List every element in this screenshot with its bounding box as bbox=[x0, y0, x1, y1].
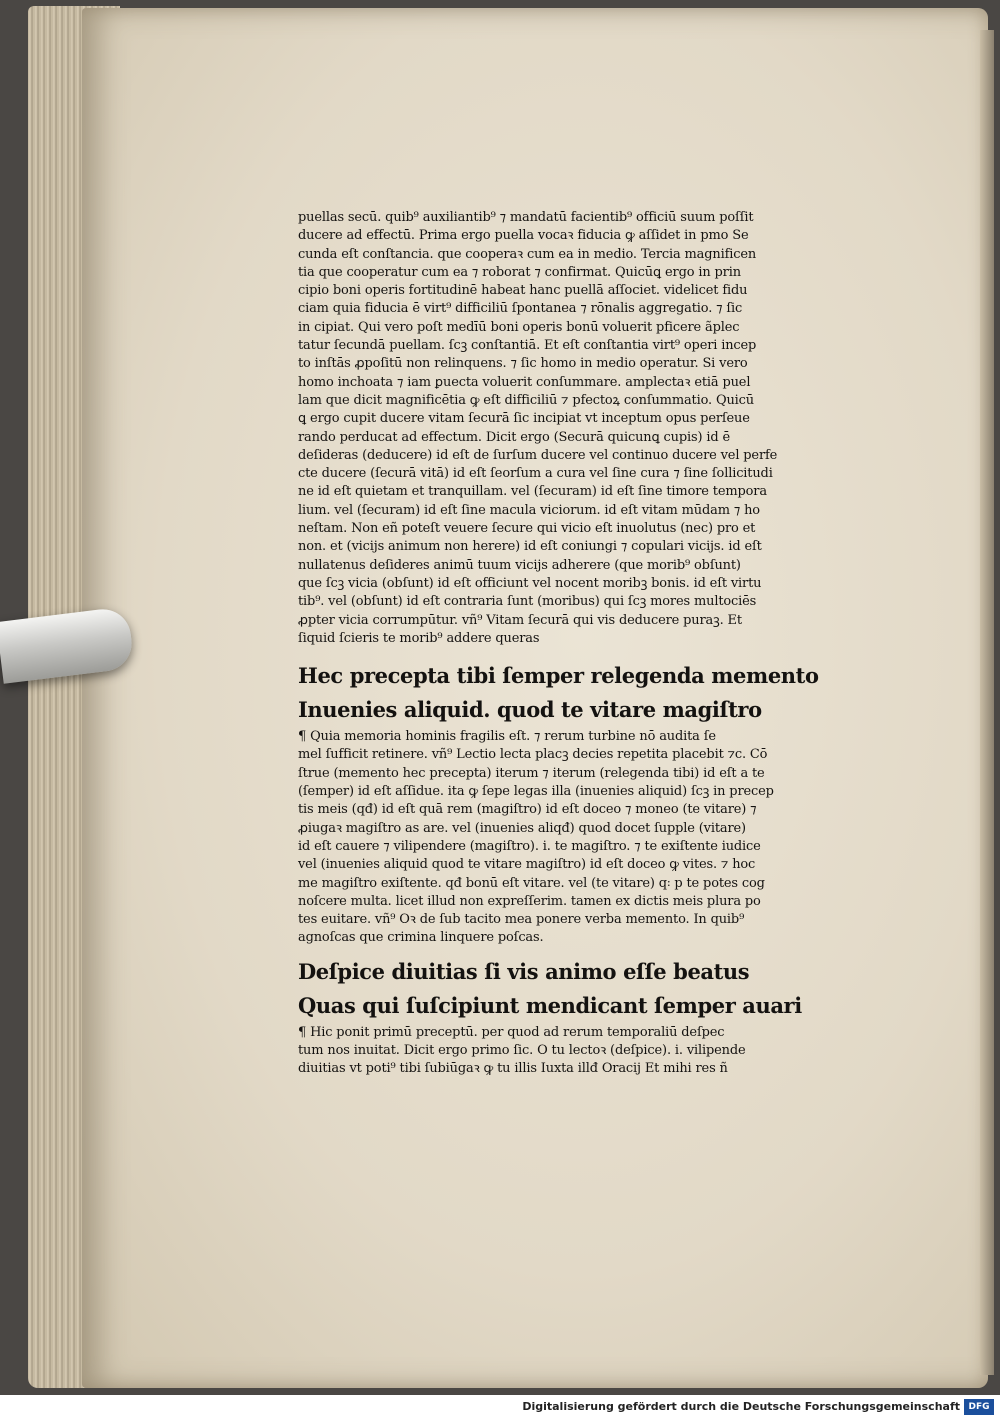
text-line: ¶ Quia memoria hominis fragilis eſt. ⁊ rerum turbine nō audita ſe bbox=[298, 728, 716, 744]
commentary-block-3 bbox=[298, 1023, 858, 1078]
commentary-block-2 bbox=[298, 727, 858, 947]
text-line: tatur ſecundā puellam. ſcꝫ conſtantiā. Et eſt conſtantia virt⁹ operi incep bbox=[298, 337, 757, 353]
commentary-block-1 bbox=[298, 208, 858, 647]
text-line: me magiſtro exiſtente. qđ bonū eſt vitare. vel (te vitare) q꞉ p te potes cog bbox=[298, 874, 765, 890]
text-line: noſcere multa. licet illud non expreſſerim. tamen ex dictis meis plura po bbox=[298, 892, 761, 908]
text-line: tum nos inuitat. Dicit ergo primo ſic. O tu lectoꝛ (deſpice). i. vilipende bbox=[298, 1041, 746, 1057]
text-line: ꝓiugaꝛ magiſtro as are. vel (inuenies aliqđ) quod docet ſupple (vitare) bbox=[298, 819, 746, 835]
text-line: ne id eſt quietam et tranquillam. vel (ſecuram) id eſt ſine timore tempora bbox=[298, 483, 767, 499]
text-line: nullatenus deſideres animū tuum vicijs adherere (que morib⁹ obſunt) bbox=[298, 556, 741, 572]
text-line: ducere ad effectū. Prima ergo puella vocaꝛ fiducia ꝙ aſſidet in pmo Se bbox=[298, 227, 749, 243]
text-line: ꝓpter vicia corrumpūtur. vñ⁹ Vitam ſecurā qui vis deducere puraꝫ. Et bbox=[298, 611, 742, 627]
text-line: ꝗ ergo cupit ducere vitam ſecurā ſic incipiat vt inceptum opus perſeue bbox=[298, 410, 750, 426]
text-line: id eſt cauere ⁊ vilipendere (magiſtro). i. te magiſtro. ⁊ te exiſtente iudice bbox=[298, 837, 761, 853]
text-line: mel ſufficit retinere. vñ⁹ Lectio lecta placꝫ decies repetita placebit ⁊c. Cō bbox=[298, 746, 768, 762]
page-text-block bbox=[298, 208, 858, 1078]
text-line: (ſemper) id eſt aſſidue. ita ꝙ ſepe legas illa (inuenies aliquid) ſcꝫ in precep bbox=[298, 783, 774, 799]
text-line: tes euitare. vñ⁹ Oꝛ de ſub tacito mea ponere verba memento. In quib⁹ bbox=[298, 911, 745, 927]
text-line: tis meis (qđ) id eſt quā rem (magiſtro) id eſt doceo ⁊ moneo (te vitare) ⁊ bbox=[298, 801, 757, 817]
text-line: ¶ Hic ponit primū preceptū. per quod ad rerum temporaliū deſpec bbox=[298, 1023, 725, 1039]
text-line: non. et (vicijs animum non herere) id eſt coniungi ⁊ copulari vicijs. id eſt bbox=[298, 538, 762, 554]
verse-heading-3: Deſpice diuitias ſi vis animo eſſe beatus bbox=[298, 958, 750, 984]
verse-heading-1: Hec precepta tibi ſemper relegenda memento bbox=[298, 663, 819, 689]
verse-heading-4: Quas qui ſuſcipiunt mendicant ſemper auari bbox=[298, 992, 802, 1018]
text-line: tia que cooperatur cum ea ⁊ roborat ⁊ confirmat. Quicūꝗ ergo in prin bbox=[298, 263, 741, 279]
text-line: ciam quia fiducia ē virt⁹ difficiliū ſpontanea ⁊ rōnalis aggregatio. ⁊ ſic bbox=[298, 300, 743, 316]
verse-heading-2: Inuenies aliquid. quod te vitare magiſtro bbox=[298, 697, 762, 723]
dfg-logo: DFG bbox=[964, 1399, 994, 1415]
text-line: lam que dicit magnificētia ꝙ eſt difficiliū ⁊ pfectoꝝ conſummatio. Quicū bbox=[298, 391, 754, 407]
funding-notice: Digitalisierung gefördert durch die Deutsche Forschungsgemeinschaft bbox=[522, 1400, 960, 1413]
page-right-edge bbox=[980, 30, 994, 1375]
text-line: ſtrue (memento hec precepta) iterum ⁊ iterum (relegenda tibi) id eſt a te bbox=[298, 764, 765, 780]
text-line: to inſtās ꝓpoſitū non relinquens. ⁊ ſic homo in medio operatur. Si vero bbox=[298, 355, 748, 371]
footer-bar bbox=[0, 1395, 1000, 1420]
text-line: ſiquid ſcieris te morib⁹ addere queras bbox=[298, 629, 540, 645]
text-line: cte ducere (ſecurā vitā) id eſt ſeorſum a cura vel ſine cura ⁊ ſine ſollicitudi bbox=[298, 465, 773, 481]
text-line: puellas secū. quib⁹ auxiliantib⁹ ⁊ mandatū facientib⁹ officiū suum poſſit bbox=[298, 209, 754, 224]
text-line: tib⁹. vel (obſunt) id eſt contraria ſunt (moribus) qui ſcꝫ mores multociēs bbox=[298, 593, 757, 609]
text-line: diuitias vt poti⁹ tibi ſubiūgaꝛ ꝙ tu illis Iuxta illđ Oracij Et mihi res ñ bbox=[298, 1060, 728, 1076]
text-line: que ſcꝫ vicia (obſunt) id eſt officiunt vel nocent moribꝫ bonis. id eſt virtu bbox=[298, 574, 762, 590]
text-line: neſtam. Non eñ poteſt veuere ſecure qui vicio eſt inuolutus (nec) pro et bbox=[298, 520, 756, 536]
text-line: cunda eſt conſtancia. que cooperaꝛ cum ea in medio. Tercia magnificen bbox=[298, 245, 757, 261]
text-line: rando perducat ad effectum. Dicit ergo (Securā quicunꝗ cupis) id ē bbox=[298, 428, 731, 444]
text-line: agnoſcas que crimina linquere poſcas. bbox=[298, 929, 544, 945]
text-line: deſideras (deducere) id eſt de ſurſum ducere vel continuo ducere vel perfe bbox=[298, 446, 778, 462]
text-line: in cipiat. Qui vero poſt medīū boni operis bonū voluerit pficere ãplec bbox=[298, 318, 740, 334]
text-line: homo inchoata ⁊ iam ꝑuecta voluerit conſummare. amplectaꝛ etiā puel bbox=[298, 373, 751, 389]
text-line: cipio boni operis fortitudinē habeat hanc puellā aſſociet. videlicet fidu bbox=[298, 282, 748, 298]
text-line: vel (inuenies aliquid quod te vitare magiſtro) id eſt doceo ꝙ vites. ⁊ hoc bbox=[298, 856, 756, 872]
text-line: lium. vel (ſecuram) id eſt ſine macula viciorum. id eſt vitam mūdam ⁊ ho bbox=[298, 501, 760, 517]
